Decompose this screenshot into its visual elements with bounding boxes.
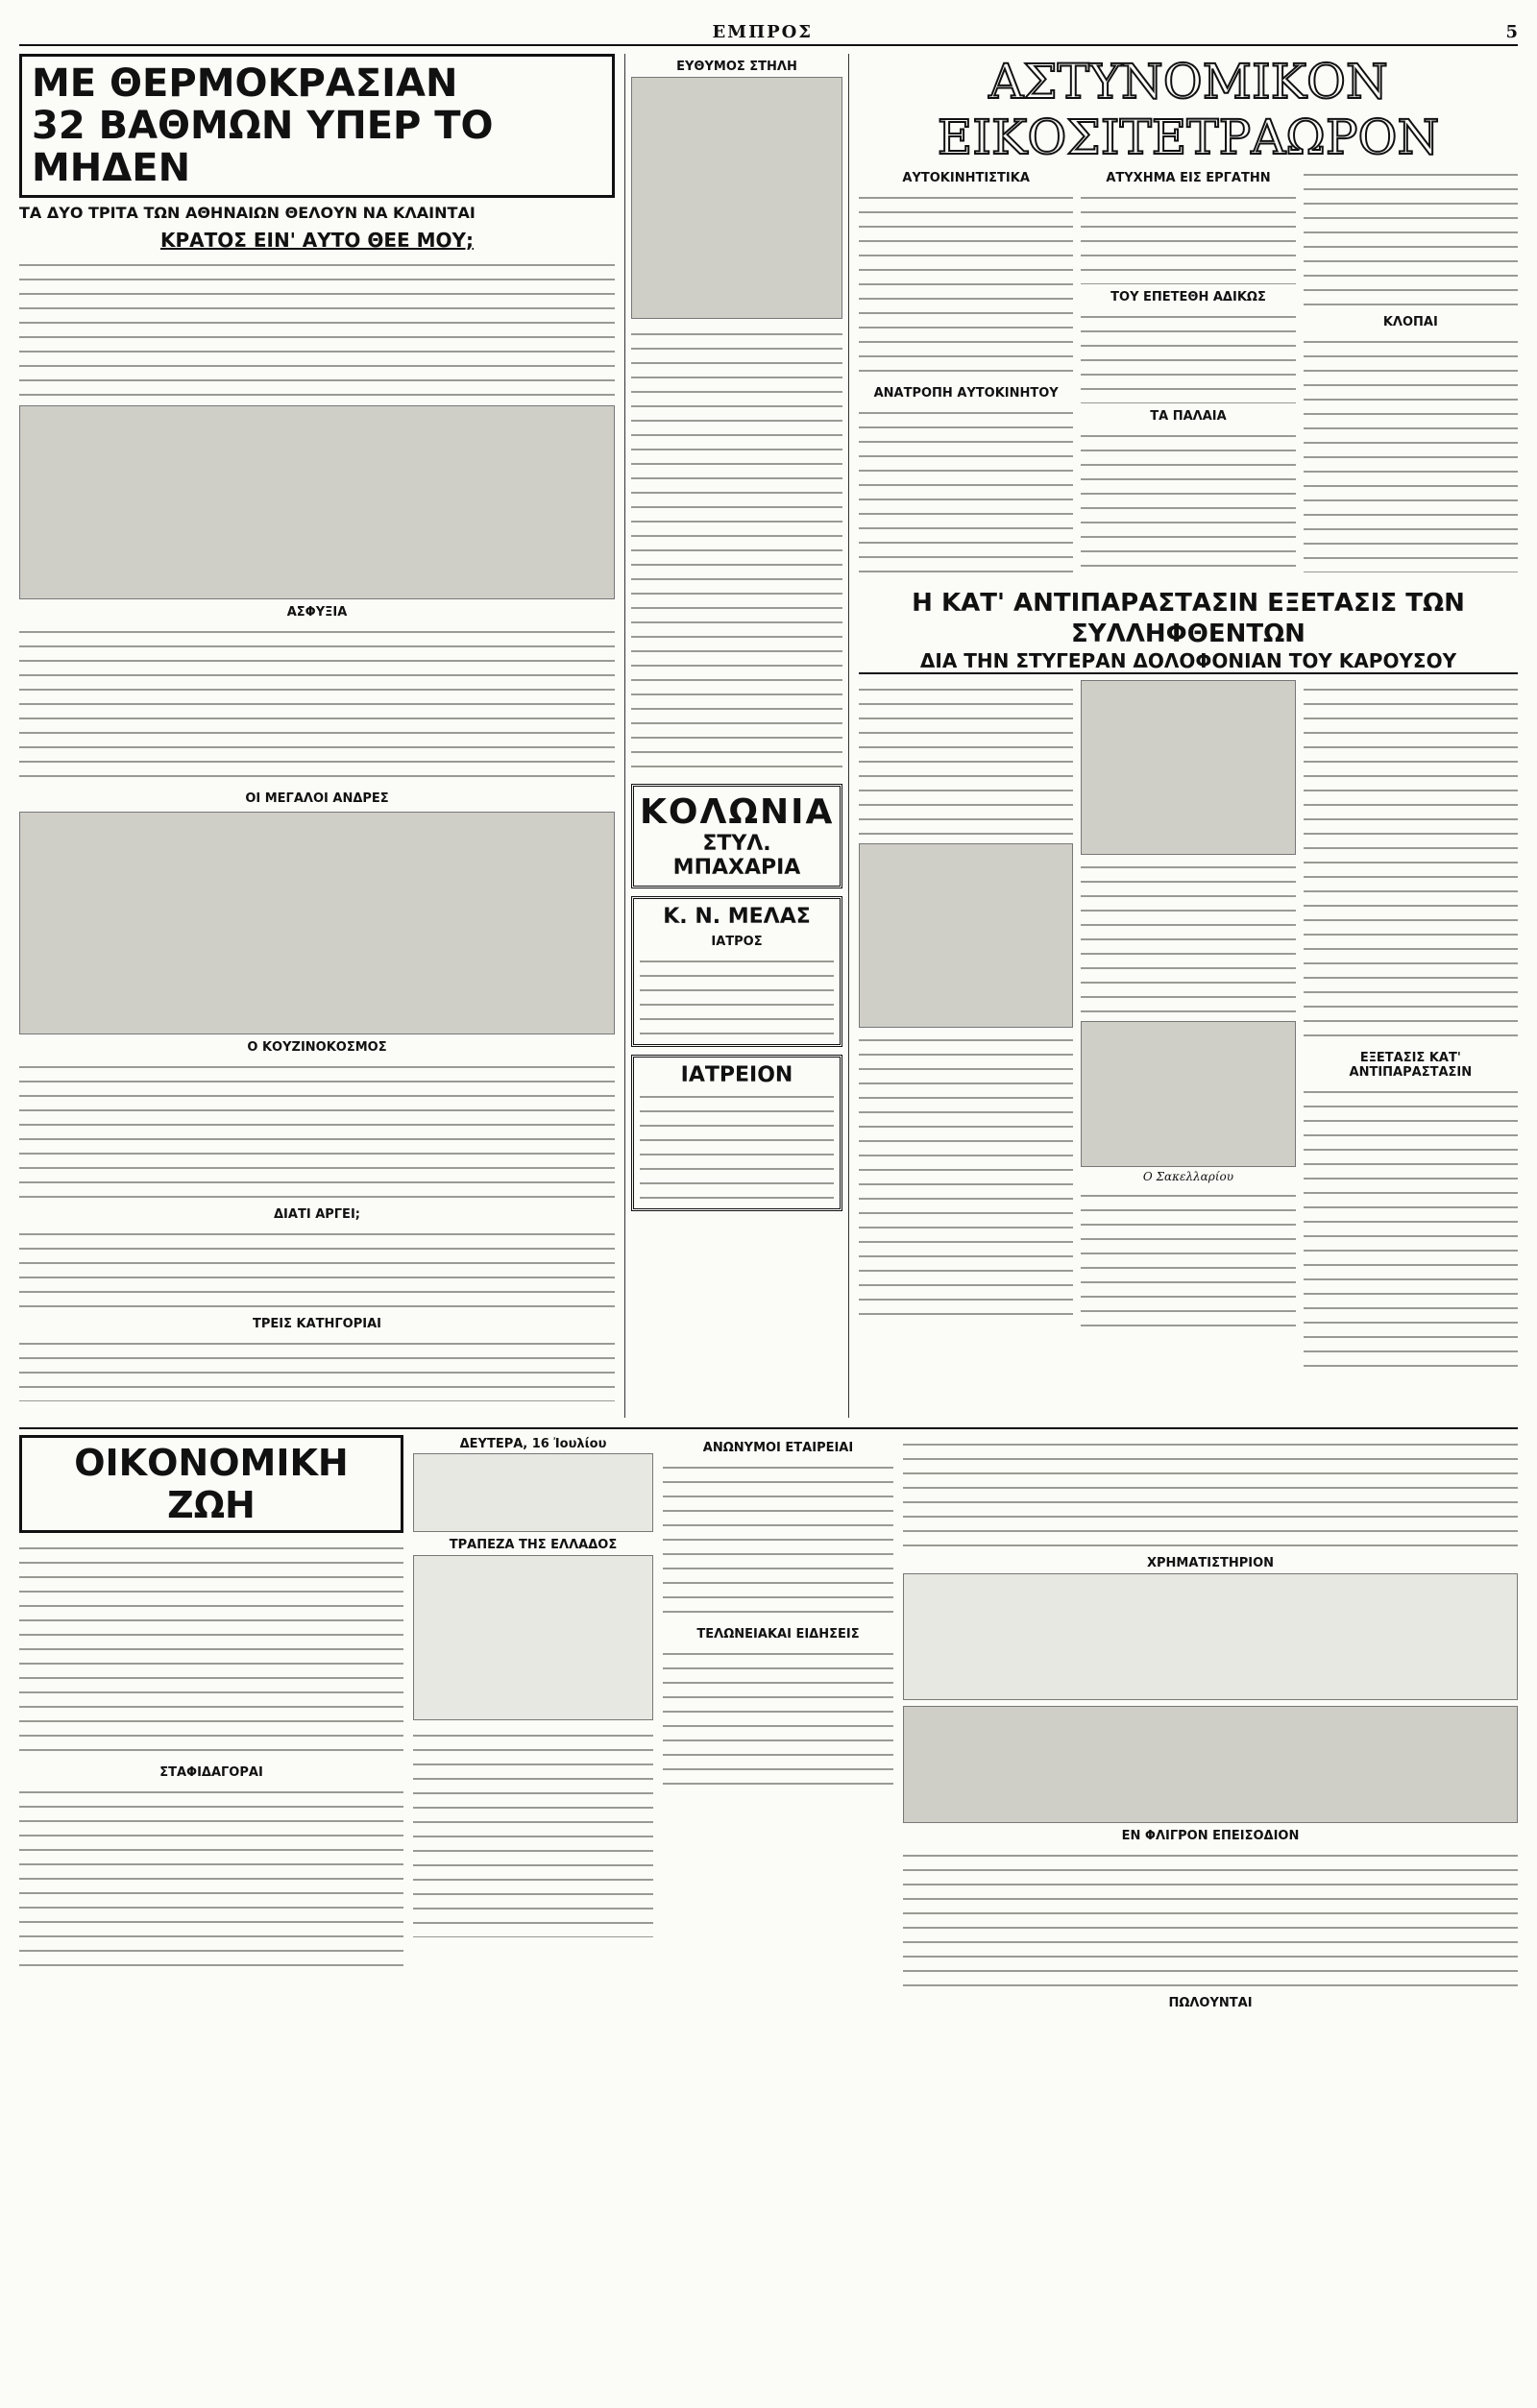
- newspaper-page: [19, 19, 1518, 2363]
- police-col1-head: ΑΥΤΟΚΙΝΗΤΙΣΤΙΚΑ: [902, 171, 1030, 185]
- police-col3-text2: [1304, 332, 1518, 572]
- police-col2-text3: [1081, 426, 1295, 571]
- police-col1-text: [859, 188, 1073, 380]
- crime-photo-2: [1081, 680, 1295, 855]
- economy-table-2: [413, 1555, 653, 1720]
- companies-text: [663, 1458, 893, 1621]
- lead-subsection-kitchen: Ο ΚΟΥΖΙΝΟΚΟΣΜΟΣ: [247, 1040, 387, 1055]
- police-col1-head2: ΑΝΑΤΡΟΠΗ ΑΥΤΟΚΙΝΗΤΟΥ: [873, 386, 1059, 401]
- lead-subsection-asphyxia: ΑΣΦΥΞΙΑ: [286, 605, 348, 620]
- crime-text-1: [859, 680, 1073, 843]
- crime-headline-1: Η ΚΑΤ' ΑΝΤΙΠΑΡΑΣΤΑΣΙΝ ΕΞΕΤΑΣΙΣ ΤΩΝ ΣΥΛΛΗΦΘΕΝΤΩΝ: [912, 589, 1465, 648]
- cartoon: [631, 77, 842, 319]
- crime-section: ΕΞΕΤΑΣΙΣ ΚΑΤ' ΑΝΤΙΠΑΡΑΣΤΑΣΙΝ: [1349, 1051, 1473, 1080]
- misc-photo: [903, 1706, 1518, 1823]
- incident-head: ΕΝ ΦΛΙΓΡΟΝ ΕΠΕΙΣΟΔΙΟΝ: [1121, 1829, 1300, 1843]
- ad-clinic: [631, 1055, 842, 1211]
- crime-headline-2: ΔΙΑ ΤΗΝ ΣΤΥΓΕΡΑΝ ΔΟΛΟΦΟΝΙΑΝ ΤΟΥ ΚΑΡΟΥΣΟΥ: [859, 649, 1518, 674]
- page-number: 5: [1505, 21, 1518, 42]
- police-col3-text: [1304, 165, 1518, 309]
- economy-raisin-head: ΣΤΑΦΙΔΑΓΟΡΑΙ: [159, 1765, 263, 1780]
- lead-body-text: [19, 255, 615, 400]
- lead-body-text-3: [19, 1058, 615, 1202]
- police-col2-text2: [1081, 307, 1295, 403]
- police-col2-text: [1081, 188, 1295, 284]
- exchange-head: ΧΡΗΜΑΤΙΣΤΗΡΙΟΝ: [1146, 1556, 1275, 1570]
- ad-clinic-text: [640, 1087, 834, 1203]
- incident-text: [903, 1846, 1518, 1990]
- ad-doctor-name: Κ. Ν. ΜΕΛΑΣ: [663, 905, 811, 929]
- ad-cologne: [631, 784, 842, 888]
- humor-text: [631, 325, 842, 776]
- economy-table-1: [413, 1453, 653, 1532]
- ad-doctor: [631, 896, 842, 1047]
- lead-photo: [19, 405, 615, 599]
- lead-headline-line1: ΜΕ ΘΕΡΜΟΚΡΑΣΙΑΝ: [32, 61, 458, 106]
- newspaper-name: ΕΜΠΡΟΣ: [712, 21, 814, 42]
- ad-doctor-text: [640, 952, 834, 1038]
- crime-text-3: [1081, 858, 1295, 1021]
- lead-photo-2: [19, 812, 615, 1034]
- lead-headline-box: [19, 54, 615, 198]
- crime-text-4: [1081, 1186, 1295, 1330]
- police-col1-text2: [859, 403, 1073, 576]
- ad-cologne-title: ΚΟΛΩΝΙΑ: [640, 792, 835, 832]
- police-col3-head: ΚΛΟΠΑΙ: [1382, 315, 1438, 329]
- economy-text-1: [19, 1539, 403, 1760]
- police-and-crime: [859, 54, 1518, 1418]
- crime-text-6: [1304, 1082, 1518, 1371]
- police-col2-head2: ΤΟΥ ΕΠΕΤΕΘΗ ΑΔΙΚΩΣ: [1110, 290, 1266, 304]
- crime-caption-3: Ο Σακελλαρίου: [1142, 1170, 1234, 1183]
- lead-section-title: ΚΡΑΤΟΣ ΕΙΝ' ΑΥΤΟ ΘΕΕ ΜΟΥ;: [159, 229, 475, 252]
- lead-body-text-5: [19, 1334, 615, 1401]
- police-title-line1: ΑΣΤΥΝΟΜΙΚΟΝ: [988, 54, 1388, 109]
- police-title-line2: ΕΙΚΟΣΙΤΕΤΡΑΩΡΟΝ: [937, 109, 1440, 165]
- economy-title: ΟΙΚΟΝΟΜΙΚΗ ΖΩΗ: [19, 1435, 403, 1533]
- lead-subsection-great-men: ΟΙ ΜΕΓΑΛΟΙ ΑΝΔΡΕΣ: [245, 791, 389, 806]
- crime-text-2: [859, 1031, 1073, 1319]
- customs-news-head: ΤΕΛΩΝΕΙΑΚΑΙ ΕΙΔΗΣΕΙΣ: [696, 1627, 860, 1642]
- crime-body: [859, 680, 1518, 1371]
- customs-news-text: [663, 1644, 893, 1788]
- ad-clinic-title: ΙΑΤΡΕΙΟΝ: [680, 1063, 793, 1087]
- economy-date: ΔΕΥΤΕΡΑ, 16 Ἰουλίου: [459, 1437, 607, 1451]
- crime-text-5: [1304, 680, 1518, 1045]
- lead-subheadline: ΤΑ ΔΥΟ ΤΡΙΤΑ ΤΩΝ ΑΘΗΝΑΙΩΝ ΘΕΛΟΥΝ ΝΑ ΚΛΑΙΝΤΑΙ: [19, 204, 476, 222]
- police-col2-head3: ΤΑ ΠΑΛΑΙΑ: [1150, 409, 1227, 424]
- misc-text-1: [903, 1435, 1518, 1550]
- lead-headline-line2: 32 ΒΑΘΜΩΝ ΥΠΕΡ ΤΟ ΜΗΔΕΝ: [32, 104, 494, 190]
- economy-bank-head: ΤΡΑΠΕΖΑ ΤΗΣ ΕΛΛΑΔΟΣ: [449, 1538, 618, 1552]
- humor-column: [624, 54, 849, 1418]
- economy-text-2: [19, 1783, 403, 1975]
- lead-article: [19, 54, 615, 1418]
- exchange-table: [903, 1573, 1518, 1700]
- bottom-section: [19, 1427, 1518, 2357]
- economy-text-3: [413, 1726, 653, 1937]
- lead-body-text-2: [19, 622, 615, 786]
- ad-doctor-title: ΙΑΤΡΟΣ: [711, 935, 763, 949]
- lead-subsection-why: ΔΙΑΤΙ ΑΡΓΕΙ;: [274, 1207, 360, 1222]
- ad-cologne-subtitle: ΣΤΥΛ. ΜΠΑΧΑΡΙΑ: [672, 832, 801, 880]
- lead-subsection-charges: ΤΡΕΙΣ ΚΑΤΗΓΟΡΙΑΙ: [253, 1317, 381, 1331]
- companies-head: ΑΝΩΝΥΜΟΙ ΕΤΑΙΡΕΙΑΙ: [702, 1441, 854, 1455]
- for-sale-head: ΠΩΛΟΥΝΤΑΙ: [1168, 1996, 1253, 2010]
- masthead: [19, 19, 1518, 46]
- humor-column-header: ΕΥΘΥΜΟΣ ΣΤΗΛΗ: [676, 60, 797, 74]
- lead-body-text-4: [19, 1225, 615, 1311]
- crime-photo-1: [859, 843, 1073, 1028]
- crime-photo-3: [1081, 1021, 1295, 1167]
- police-columns: [859, 165, 1518, 588]
- police-col2-head: ΑΤΥΧΗΜΑ ΕΙΣ ΕΡΓΑΤΗΝ: [1106, 171, 1271, 185]
